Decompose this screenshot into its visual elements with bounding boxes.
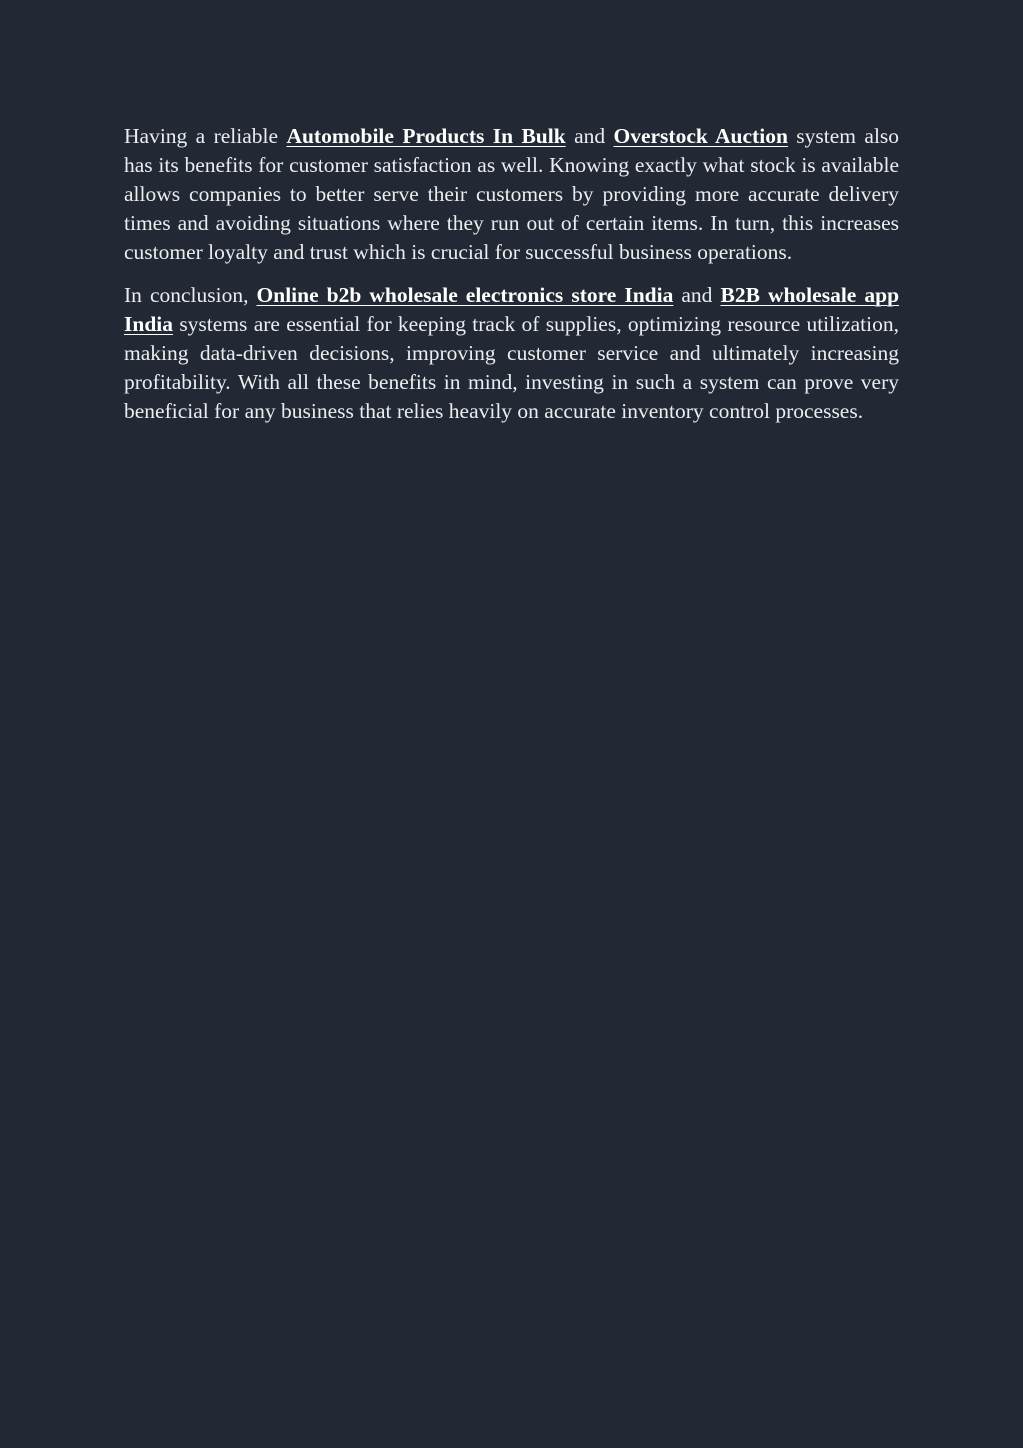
conjunction-text: and (681, 283, 713, 307)
paragraph-intro-text: In conclusion, (124, 283, 249, 307)
link-overstock-auction[interactable]: Overstock Auction (613, 124, 788, 148)
conjunction-text: and (574, 124, 606, 148)
paragraph-conclusion (124, 281, 899, 426)
paragraph-customer-satisfaction (124, 122, 899, 267)
paragraph-body-text: system also has its benefits for customer satisfaction as well. Knowing exactly what stock is available allows companies to better serve their customers by providing more accurate delivery times and avoiding situations where they run out of certain items. In turn, this increases customer loyalty and trust which is crucial for successful business operations. (124, 124, 900, 264)
link-b2b-wholesale-app-india[interactable]: B2B wholesale app India (124, 283, 900, 336)
document-body (124, 122, 899, 440)
link-online-b2b-wholesale-electronics-store-india[interactable]: Online b2b wholesale electronics store India (256, 283, 674, 307)
link-automobile-products-in-bulk[interactable]: Automobile Products In Bulk (286, 124, 566, 148)
paragraph-intro-text: Having a reliable (124, 124, 279, 148)
paragraph-body-text: systems are essential for keeping track of supplies, optimizing resource utilization, making data-driven decisions, improving customer service and ultimately increasing profitability. With all these benefits in mind, investing in such a system can prove very beneficial for any business that relies heavily on accurate inventory control processes. (124, 312, 900, 423)
